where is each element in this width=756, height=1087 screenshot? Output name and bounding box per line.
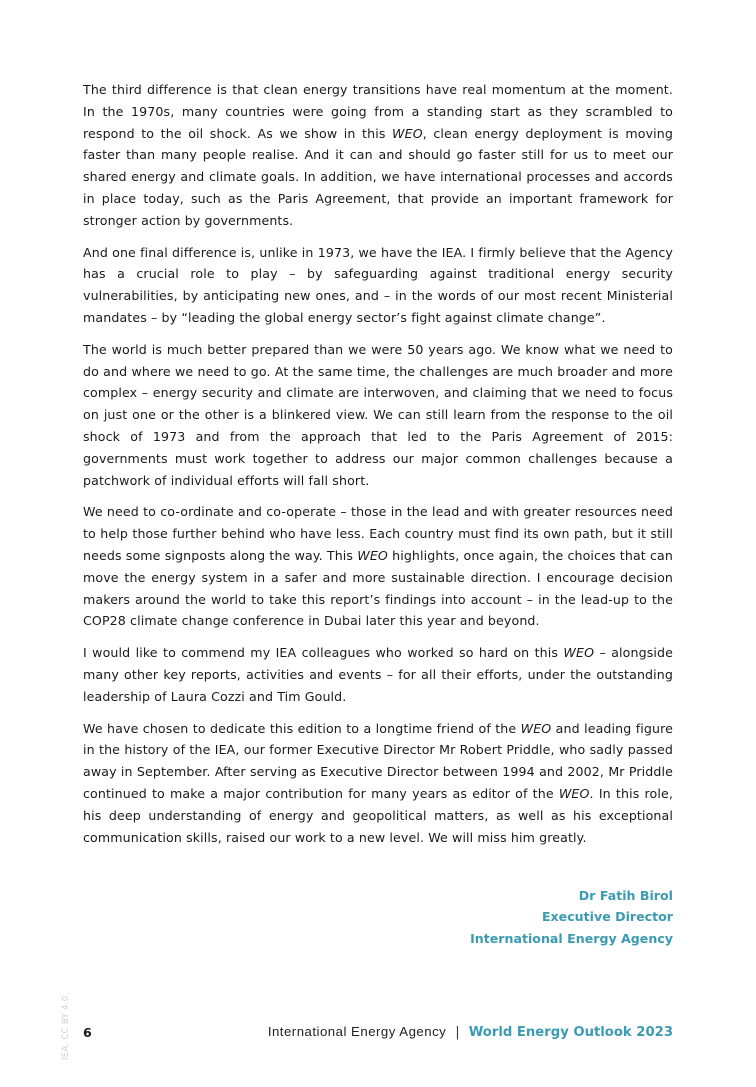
paragraph-text: We need to co-ordinate and co-operate – those in the lead and with greater resources need to help those further behind who have less. Each country must find its own path, but it still needs some signposts along the way. This xyxy=(83,504,673,563)
page-number: 6 xyxy=(83,1025,92,1040)
paragraph-text: . In this role, his deep understanding of energy and geopolitical matters, as well as his exceptional communication skills, raised our work to a new level. We will miss him greatly. xyxy=(83,785,673,845)
emphasized-text: WEO xyxy=(357,547,388,563)
paragraph-text: , clean energy deployment is moving faster than many people realise. And it can and should go faster still for us to meet our shared energy and climate goals. In addition, we have international processes and accords in place today, such as the Paris Agreement, that provide an important framework for stronger action by governments. xyxy=(83,125,673,228)
page-footer xyxy=(268,1024,673,1040)
emphasized-text: WEO xyxy=(558,785,590,801)
signatory-name: Dr Fatih Birol xyxy=(578,888,673,903)
paragraph-text: I would like to commend my IEA colleagues who worked so hard on this xyxy=(83,645,564,661)
emphasized-text: WEO xyxy=(520,720,552,736)
body-paragraph xyxy=(83,718,673,849)
body-paragraph xyxy=(83,339,673,492)
body-paragraph xyxy=(83,79,673,232)
foreword-body xyxy=(83,79,673,858)
license-notice: IEA. CC BY 4.0. xyxy=(61,992,71,1060)
footer-publication-title: World Energy Outlook 2023 xyxy=(468,1025,673,1040)
paragraph-text: The third difference is that clean energy transitions have real momentum at the moment. In the 1970s, many countries were going from a standing start as they scrambled to respond to the oil shock. As we show in this xyxy=(83,82,673,141)
paragraph-text: And one final difference is, unlike in 1973, we have the IEA. I firmly believe that the Agency has a crucial role to play – by safeguarding against traditional energy security vulnerabilities, by anticipating new ones, and – in the words of our most recent Ministerial mandates – by “leading the global energy sector’s fight against climate change”. xyxy=(83,244,673,325)
paragraph-text: – alongside many other key reports, activities and events – for all their efforts, under the outstanding leadership of Laura Cozzi and Tim Gould. xyxy=(83,645,673,704)
paragraph-text: We have chosen to dedicate this edition to a longtime friend of the xyxy=(83,720,521,736)
emphasized-text: WEO xyxy=(392,125,423,141)
body-paragraph xyxy=(83,501,673,632)
paragraph-text: highlights, once again, the choices that can move the energy system in a safer and more sustainable direction. I encourage decision makers around the world to take this report’s findings into account – in the lead-up to the COP28 climate change conference in Dubai later this year and beyond. xyxy=(83,547,673,629)
emphasized-text: WEO xyxy=(563,645,595,661)
paragraph-text: and leading figure in the history of the IEA, our former Executive Director Mr Robert Priddle, who sadly passed away in September. After serving as Executive Director between 1994 and 2002, Mr Priddle continued to make a major contribution for many years as editor of the xyxy=(83,720,673,801)
signatory-title: Executive Director xyxy=(541,909,673,925)
paragraph-text: The world is much better prepared than we were 50 years ago. We know what we need to do and where we need to go. At the same time, the challenges are much broader and more complex – energy security and climate are interwoven, and claiming that we need to focus on just one or the other is a blinkered view. We can still learn from the response to the oil shock of 1973 and from the approach that led to the Paris Agreement of 2015: governments must work together to address our major common challenges because a patchwork of individual efforts will fall short. xyxy=(83,341,673,488)
signatory-organization: International Energy Agency xyxy=(470,930,673,946)
signature-block xyxy=(470,885,673,949)
footer-separator: | xyxy=(455,1025,460,1040)
body-paragraph xyxy=(83,642,673,707)
footer-organization: International Energy Agency xyxy=(267,1024,447,1039)
body-paragraph xyxy=(83,242,673,329)
